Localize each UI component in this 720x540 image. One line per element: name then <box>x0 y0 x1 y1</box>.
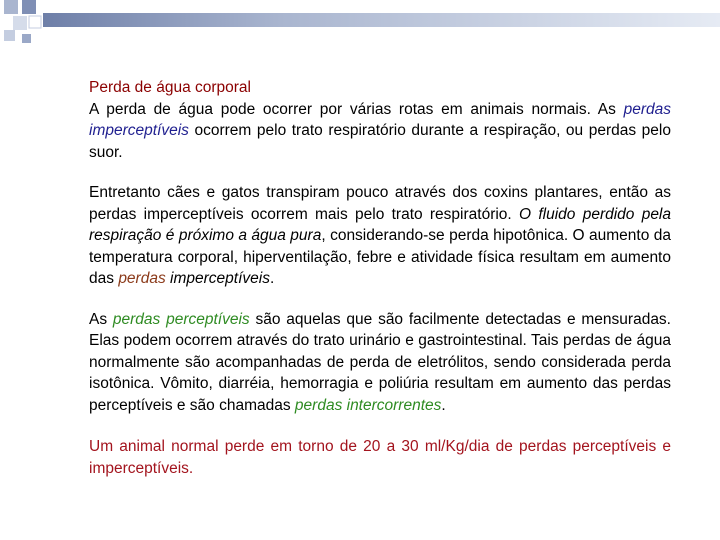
paragraph-perdas-perceptiveis <box>89 309 671 417</box>
text-segment: Entretanto cães e gatos transpiram pouco através dos coxins plantares, então as perdas imperceptíveis ocorrem mais pelo trato respiratório. <box>89 184 671 223</box>
text-segment: , considerando-se perda hipotônica. O aumento da temperatura corporal, hiperventilação, febre e atividade física resultam em aumento das <box>89 227 671 287</box>
text-segment: As <box>89 310 113 328</box>
decor-square <box>22 0 36 14</box>
decor-square <box>4 0 18 14</box>
slide-title: Perda de água corporal <box>89 79 252 96</box>
highlight-perdas: perdas <box>118 270 166 287</box>
decor-square <box>29 16 41 28</box>
highlight-perdas-perceptiveis: perdas perceptíveis <box>112 310 250 328</box>
paragraph-caes-gatos <box>89 182 671 290</box>
text-segment: . <box>269 270 275 287</box>
decor-square <box>13 16 27 30</box>
italic-fluido-perdido: O fluido perdido pela respiração é próximo a água pura <box>89 205 671 244</box>
decor-square <box>22 34 31 43</box>
highlight-perdas-imperceptiveis: perdas imperceptíveis <box>89 100 671 139</box>
italic-imperceptiveis: imperceptíveis <box>170 270 270 287</box>
highlight-perdas-intercorrentes: perdas intercorrentes <box>294 396 442 414</box>
text-segment: são aquelas que são facilmente detectadas e mensuradas. Elas podem ocorrem através do trato urinário e gastrointestinal. Tais perdas de água normalmente são acompanhadas de perda de eletrólitos, sendo considerada perda isotônica. Vômito, diarréia, hemorragia e poliúria resultam em aumento das perdas perceptíveis e são chamadas <box>89 310 671 414</box>
text-segment: . <box>441 396 446 414</box>
paragraph-animal-normal: Um animal normal perde em torno de 20 a 30 ml/Kg/dia de perdas perceptíveis e imperceptíveis. <box>89 438 671 477</box>
text-segment: A perda de água pode ocorrer por várias rotas em animais normais. As <box>89 100 624 118</box>
slide-content <box>89 77 671 479</box>
text-segment: ocorrem pelo trato respiratório durante a respiração, ou perdas pelo suor. <box>89 122 671 161</box>
header-decoration <box>0 0 720 50</box>
paragraph-perda-agua <box>89 77 671 163</box>
decor-square <box>4 30 15 41</box>
header-band <box>43 13 720 27</box>
